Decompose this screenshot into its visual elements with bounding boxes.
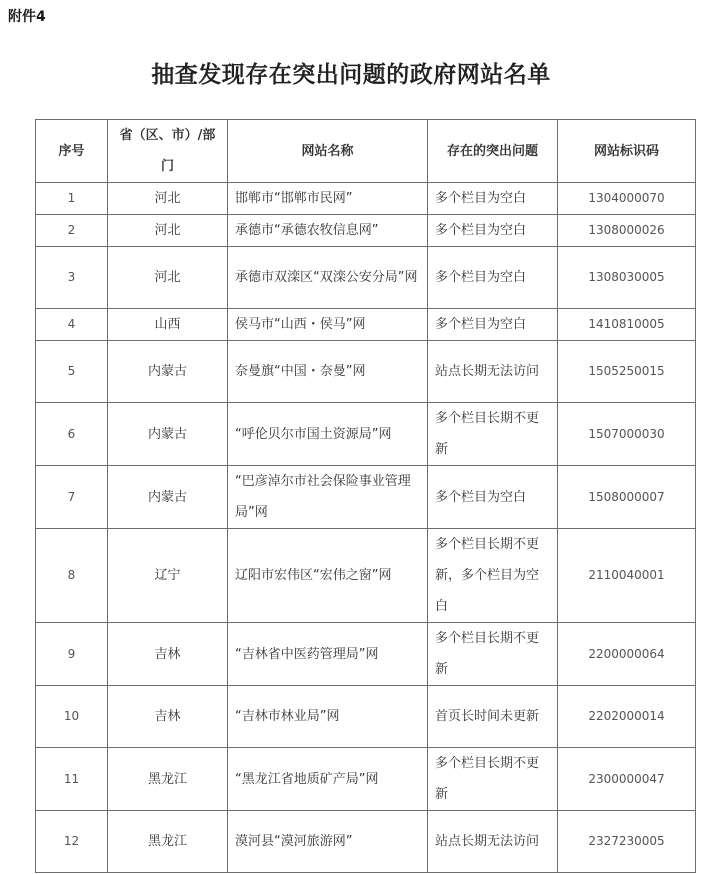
row-province: 内蒙古: [108, 403, 228, 466]
row-code: 1308000026: [558, 215, 696, 247]
row-code: 2110040001: [558, 529, 696, 623]
row-seq: 3: [36, 247, 108, 309]
header-site-name: 网站名称: [228, 120, 428, 183]
table-row: [36, 341, 696, 403]
row-province: 黑龙江: [108, 748, 228, 811]
row-code: 1508000007: [558, 466, 696, 529]
row-site-name: “呼伦贝尔市国土资源局”网: [228, 403, 428, 466]
table-row: [36, 748, 696, 811]
row-issue: 多个栏目为空白: [428, 309, 558, 341]
row-seq: 2: [36, 215, 108, 247]
row-province: 黑龙江: [108, 811, 228, 873]
row-site-name: 辽阳市宏伟区“宏伟之窗”网: [228, 529, 428, 623]
row-code: 1308030005: [558, 247, 696, 309]
row-code: 2300000047: [558, 748, 696, 811]
document-title: 抽查发现存在突出问题的政府网站名单: [151, 61, 551, 88]
table-row: [36, 686, 696, 748]
table-row: [36, 403, 696, 466]
header-seq: 序号: [36, 120, 108, 183]
row-province: 河北: [108, 215, 228, 247]
table-row: [36, 215, 696, 247]
row-code: 2200000064: [558, 623, 696, 686]
row-province: 河北: [108, 183, 228, 215]
row-issue: 站点长期无法访问: [428, 341, 558, 403]
row-code: 1505250015: [558, 341, 696, 403]
header-province: [108, 120, 228, 183]
header-code: 网站标识码: [558, 120, 696, 183]
row-seq: 12: [36, 811, 108, 873]
row-issue: 多个栏目为空白: [428, 183, 558, 215]
row-issue: 多个栏目为空白: [428, 247, 558, 309]
row-code: 1304000070: [558, 183, 696, 215]
row-site-name: “吉林省中医药管理局”网: [228, 623, 428, 686]
row-issue: 多个栏目长期不更新: [428, 403, 558, 466]
row-seq: 11: [36, 748, 108, 811]
row-seq: 5: [36, 341, 108, 403]
row-issue: 首页长时间未更新: [428, 686, 558, 748]
row-site-name: 承德市“承德农牧信息网”: [228, 215, 428, 247]
row-province: 河北: [108, 247, 228, 309]
website-list-table: [35, 119, 696, 873]
table-row: [36, 309, 696, 341]
row-issue: 多个栏目长期不更新，多个栏目为空白: [428, 529, 558, 623]
row-site-name: 奈曼旗“中国・奈曼”网: [228, 341, 428, 403]
row-seq: 8: [36, 529, 108, 623]
row-issue: 多个栏目为空白: [428, 215, 558, 247]
header-province-label: 省（区、市）/部门: [119, 128, 216, 174]
attachment-label: 附件4: [8, 9, 46, 25]
row-site-name: 漠河县“漠河旅游网”: [228, 811, 428, 873]
row-issue: 站点长期无法访问: [428, 811, 558, 873]
table-row: [36, 811, 696, 873]
row-province: 内蒙古: [108, 466, 228, 529]
row-code: 1410810005: [558, 309, 696, 341]
row-seq: 6: [36, 403, 108, 466]
row-code: 1507000030: [558, 403, 696, 466]
table-row: [36, 466, 696, 529]
table-header-row: [36, 120, 696, 183]
table-row: [36, 529, 696, 623]
row-seq: 1: [36, 183, 108, 215]
row-issue: 多个栏目为空白: [428, 466, 558, 529]
row-site-name: “巴彦淖尔市社会保险事业管理局”网: [228, 466, 428, 529]
row-site-name: 承德市双滦区“双滦公安分局”网: [228, 247, 428, 309]
header-issue: 存在的突出问题: [428, 120, 558, 183]
table-row: [36, 247, 696, 309]
row-province: 辽宁: [108, 529, 228, 623]
row-site-name: 邯郸市“邯郸市民网”: [228, 183, 428, 215]
table-row: [36, 183, 696, 215]
row-code: 2202000014: [558, 686, 696, 748]
row-site-name: “吉林市林业局”网: [228, 686, 428, 748]
row-province: 山西: [108, 309, 228, 341]
row-province: 吉林: [108, 623, 228, 686]
row-issue: 多个栏目长期不更新: [428, 748, 558, 811]
row-province: 内蒙古: [108, 341, 228, 403]
row-site-name: “黑龙江省地质矿产局”网: [228, 748, 428, 811]
row-seq: 9: [36, 623, 108, 686]
row-seq: 7: [36, 466, 108, 529]
row-code: 2327230005: [558, 811, 696, 873]
row-seq: 10: [36, 686, 108, 748]
row-province: 吉林: [108, 686, 228, 748]
row-site-name: 侯马市“山西・侯马”网: [228, 309, 428, 341]
row-seq: 4: [36, 309, 108, 341]
table-row: [36, 623, 696, 686]
row-issue: 多个栏目长期不更新: [428, 623, 558, 686]
